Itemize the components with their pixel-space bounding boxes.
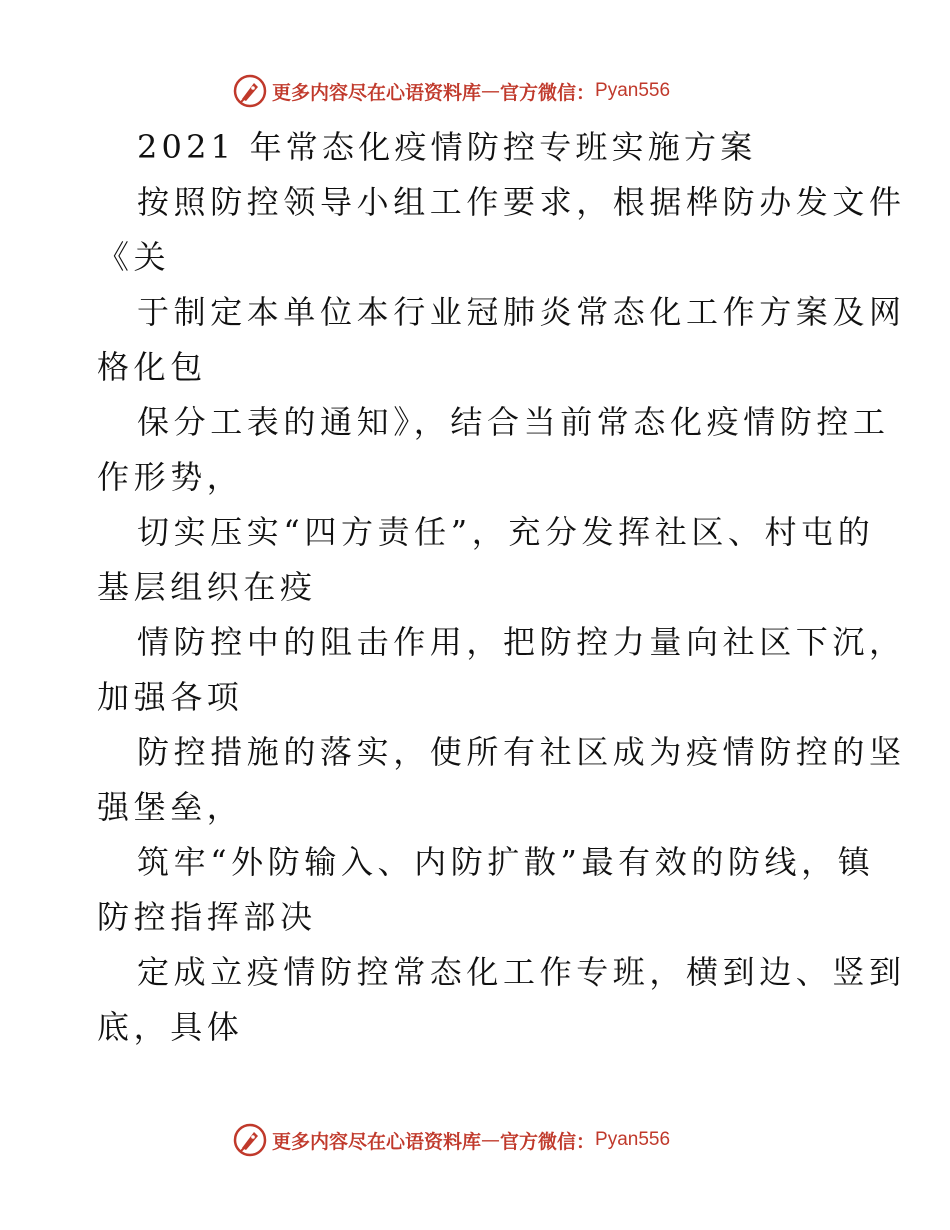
text-line: 筑牢“外防输入、内防扩散”最有效的防线，镇 — [137, 843, 875, 881]
text-line: 强堡垒， — [97, 788, 244, 826]
banner-wechat-id: Pyan556 — [595, 1129, 671, 1150]
document-body — [97, 120, 906, 1055]
text-line: 按照防控领导小组工作要求，根据桦防办发文件 — [137, 183, 906, 221]
banner-dash: — — [481, 1129, 501, 1151]
text-line: 作形势， — [97, 458, 244, 496]
text-line: 加强各项 — [97, 678, 244, 716]
banner-site-text: 更多内容尽在心语资料库 — [272, 1130, 482, 1153]
text-line: 基层组织在疫 — [97, 568, 317, 606]
header-banner[interactable] — [232, 71, 670, 111]
text-line: 定成立疫情防控常态化工作专班，横到边、竖到 — [137, 953, 906, 991]
text-line: 切实压实“四方责任”，充分发挥社区、村屯的 — [137, 513, 875, 551]
text-line: 于制定本单位本行业冠肺炎常态化工作方案及网 — [137, 293, 906, 331]
text-line: 防控指挥部决 — [97, 898, 317, 936]
text-line: 《关 — [97, 238, 171, 276]
text-line: 防控措施的落实，使所有社区成为疫情防控的坚 — [137, 733, 906, 771]
footer-banner[interactable] — [232, 1120, 670, 1160]
text-line: 底，具体 — [97, 1008, 244, 1046]
banner-wechat-label: 官方微信： — [500, 81, 596, 104]
banner-wechat-id: Pyan556 — [595, 80, 671, 101]
text-line: 情防控中的阻击作用，把防控力量向社区下沉， — [137, 623, 906, 661]
pen-nib-logo-icon — [232, 1122, 268, 1158]
text-line: 格化包 — [97, 348, 207, 386]
banner-site-text: 更多内容尽在心语资料库 — [272, 81, 482, 104]
banner-dash: — — [481, 80, 501, 102]
pen-nib-logo-icon — [232, 73, 268, 109]
text-line: 保分工表的通知》，结合当前常态化疫情防控工 — [137, 403, 890, 441]
banner-wechat-label: 官方微信： — [500, 1130, 596, 1153]
document-title: 2021 年常态化疫情防控专班实施方案 — [137, 128, 757, 166]
